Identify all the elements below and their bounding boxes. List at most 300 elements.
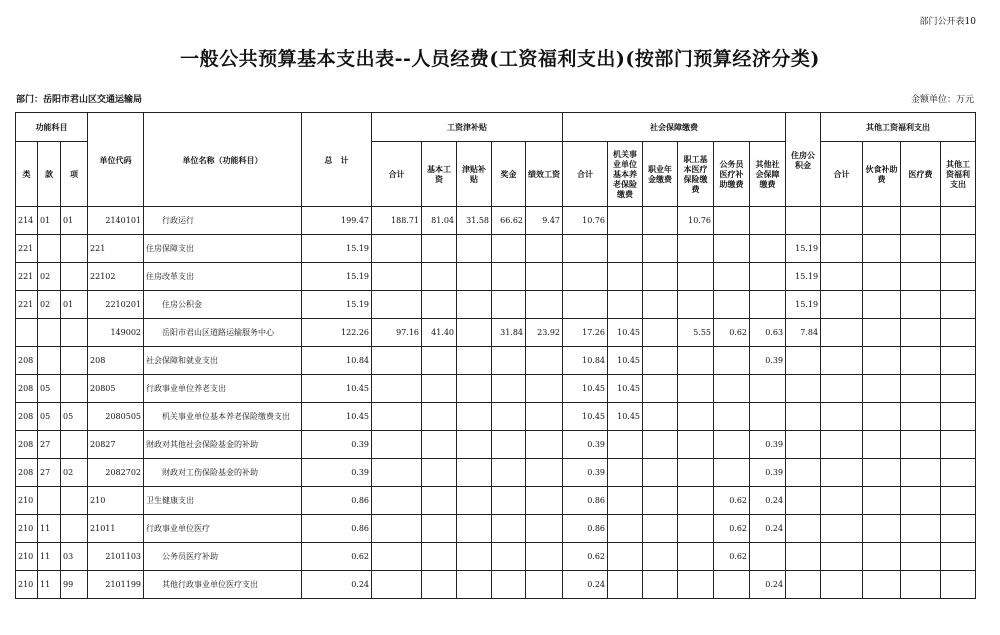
col-bonus: 奖金: [492, 142, 526, 207]
cell-other-soc: 0.24: [750, 487, 786, 515]
cell-housing: [786, 487, 821, 515]
cell-basic: [422, 235, 457, 263]
col-other-total: 合计: [821, 142, 863, 207]
cell-lei: 214: [16, 207, 38, 235]
cell-lei: 221: [16, 291, 38, 319]
cell-oth-welfare: [941, 319, 976, 347]
cell-perf: [526, 347, 563, 375]
cell-annuity: [643, 403, 678, 431]
cell-soc-total: 0.39: [563, 431, 608, 459]
cell-lei: 210: [16, 487, 38, 515]
cell-code: 149002: [88, 319, 144, 347]
cell-kuan: [38, 347, 61, 375]
cell-meal: [863, 431, 901, 459]
table-row: [16, 515, 976, 543]
cell-other-soc: [750, 235, 786, 263]
cell-wage-total: [372, 235, 422, 263]
cell-xiang: 01: [61, 207, 88, 235]
cell-name: 机关事业单位基本养老保险缴费支出: [144, 403, 302, 431]
cell-civil-med: 0.62: [714, 515, 750, 543]
cell-code: 2082702: [88, 459, 144, 487]
cell-oth-welfare: [941, 375, 976, 403]
cell-meal: [863, 347, 901, 375]
cell-oth-welfare: [941, 263, 976, 291]
cell-code: 2140101: [88, 207, 144, 235]
cell-perf: [526, 291, 563, 319]
cell-medical: [678, 263, 714, 291]
cell-xiang: 01: [61, 291, 88, 319]
cell-meal: [863, 319, 901, 347]
cell-housing: 15.19: [786, 235, 821, 263]
cell-meal: [863, 291, 901, 319]
col-pension: 机关事业单位基本养老保险缴费: [608, 142, 643, 207]
cell-medfee: [901, 431, 941, 459]
cell-oth-welfare: [941, 459, 976, 487]
cell-lei: 208: [16, 403, 38, 431]
cell-xiang: 05: [61, 403, 88, 431]
cell-allow: [457, 403, 492, 431]
cell-wage-total: [372, 291, 422, 319]
cell-name: 卫生健康支出: [144, 487, 302, 515]
cell-housing: 15.19: [786, 263, 821, 291]
cell-kuan: 27: [38, 459, 61, 487]
cell-meal: [863, 459, 901, 487]
cell-bonus: [492, 543, 526, 571]
cell-meal: [863, 515, 901, 543]
table-row: [16, 207, 976, 235]
cell-basic: [422, 263, 457, 291]
cell-oth-welfare: [941, 515, 976, 543]
cell-annuity: [643, 207, 678, 235]
cell-medfee: [901, 543, 941, 571]
cell-bonus: [492, 431, 526, 459]
cell-xiang: [61, 515, 88, 543]
cell-code: 21011: [88, 515, 144, 543]
col-housing-fund: 住房公积金: [786, 113, 821, 207]
cell-perf: [526, 543, 563, 571]
cell-medfee: [901, 319, 941, 347]
col-other-welfare: 其他工资福利支出: [941, 142, 976, 207]
cell-medfee: [901, 235, 941, 263]
cell-perf: [526, 263, 563, 291]
cell-perf: [526, 487, 563, 515]
cell-bonus: [492, 347, 526, 375]
cell-pension: [608, 291, 643, 319]
cell-name: 住房保障支出: [144, 235, 302, 263]
cell-total: 122.26: [302, 319, 372, 347]
form-number: 部门公开表10: [919, 17, 976, 27]
cell-pension: [608, 571, 643, 599]
col-kuan: 款: [38, 142, 61, 207]
cell-name: 财政对其他社会保险基金的补助: [144, 431, 302, 459]
cell-bonus: [492, 375, 526, 403]
cell-civil-med: [714, 235, 750, 263]
cell-bonus: [492, 571, 526, 599]
cell-code: 208: [88, 347, 144, 375]
cell-pension: 10.45: [608, 319, 643, 347]
cell-perf: [526, 235, 563, 263]
table-row: [16, 291, 976, 319]
table-row: [16, 403, 976, 431]
cell-basic: [422, 291, 457, 319]
col-xiang: 项: [61, 142, 88, 207]
cell-annuity: [643, 263, 678, 291]
cell-meal: [863, 207, 901, 235]
cell-other-soc: [750, 263, 786, 291]
cell-other-soc: [750, 207, 786, 235]
cell-perf: 23.92: [526, 319, 563, 347]
cell-medfee: [901, 459, 941, 487]
cell-code: 210: [88, 487, 144, 515]
cell-perf: 9.47: [526, 207, 563, 235]
cell-basic: [422, 459, 457, 487]
cell-medfee: [901, 207, 941, 235]
cell-allow: 31.58: [457, 207, 492, 235]
cell-basic: 81.04: [422, 207, 457, 235]
page-title: 一般公共预算基本支出表--人员经费(工资福利支出)(按部门预算经济分类): [180, 48, 820, 70]
cell-basic: [422, 347, 457, 375]
cell-medical: [678, 431, 714, 459]
cell-perf: [526, 515, 563, 543]
cell-lei: 221: [16, 235, 38, 263]
cell-total: 15.19: [302, 263, 372, 291]
cell-total: 0.86: [302, 515, 372, 543]
cell-wage-total: [372, 263, 422, 291]
cell-wage-total: [372, 375, 422, 403]
col-total: 总 计: [302, 113, 372, 207]
cell-oth-welfare: [941, 431, 976, 459]
cell-total: 10.84: [302, 347, 372, 375]
cell-oth-total: [821, 459, 863, 487]
table-row: [16, 431, 976, 459]
cell-name: 公务员医疗补助: [144, 543, 302, 571]
cell-total: 0.86: [302, 487, 372, 515]
cell-allow: [457, 263, 492, 291]
cell-other-soc: 0.24: [750, 515, 786, 543]
cell-oth-total: [821, 403, 863, 431]
cell-civil-med: 0.62: [714, 487, 750, 515]
cell-pension: [608, 431, 643, 459]
cell-xiang: 03: [61, 543, 88, 571]
cell-xiang: 99: [61, 571, 88, 599]
cell-basic: [422, 375, 457, 403]
cell-basic: [422, 515, 457, 543]
cell-soc-total: 0.24: [563, 571, 608, 599]
cell-allow: [457, 515, 492, 543]
cell-wage-total: [372, 459, 422, 487]
cell-oth-welfare: [941, 571, 976, 599]
cell-allow: [457, 543, 492, 571]
cell-oth-total: [821, 571, 863, 599]
cell-name: 住房改革支出: [144, 263, 302, 291]
cell-meal: [863, 403, 901, 431]
cell-oth-total: [821, 487, 863, 515]
cell-medical: [678, 571, 714, 599]
cell-soc-total: 0.86: [563, 515, 608, 543]
cell-soc-total: 10.84: [563, 347, 608, 375]
cell-other-soc: 0.39: [750, 431, 786, 459]
cell-annuity: [643, 319, 678, 347]
cell-xiang: [61, 347, 88, 375]
col-other-social: 其他社会保障缴费: [750, 142, 786, 207]
cell-code: 2080505: [88, 403, 144, 431]
cell-lei: [16, 319, 38, 347]
cell-medfee: [901, 263, 941, 291]
cell-kuan: 27: [38, 431, 61, 459]
cell-oth-total: [821, 235, 863, 263]
cell-allow: [457, 431, 492, 459]
cell-housing: [786, 543, 821, 571]
cell-housing: [786, 375, 821, 403]
col-func-subject: 功能科目: [16, 113, 88, 142]
cell-other-soc: 0.63: [750, 319, 786, 347]
cell-bonus: 31.84: [492, 319, 526, 347]
cell-other-soc: 0.24: [750, 571, 786, 599]
cell-other-soc: 0.39: [750, 347, 786, 375]
cell-total: 0.62: [302, 543, 372, 571]
cell-total: 0.39: [302, 459, 372, 487]
cell-wage-total: [372, 515, 422, 543]
cell-bonus: [492, 291, 526, 319]
cell-lei: 210: [16, 571, 38, 599]
table-row: [16, 319, 976, 347]
cell-wage-total: [372, 571, 422, 599]
cell-soc-total: [563, 235, 608, 263]
cell-wage-total: [372, 431, 422, 459]
cell-xiang: [61, 431, 88, 459]
cell-annuity: [643, 235, 678, 263]
cell-bonus: [492, 403, 526, 431]
cell-kuan: 05: [38, 375, 61, 403]
cell-soc-total: 17.26: [563, 319, 608, 347]
cell-pension: [608, 543, 643, 571]
cell-annuity: [643, 375, 678, 403]
cell-allow: [457, 291, 492, 319]
col-allowance: 津贴补贴: [457, 142, 492, 207]
amount-unit-label: 金额单位：万元: [910, 95, 974, 105]
cell-other-soc: [750, 403, 786, 431]
cell-basic: [422, 403, 457, 431]
cell-lei: 208: [16, 347, 38, 375]
cell-civil-med: [714, 571, 750, 599]
cell-pension: [608, 235, 643, 263]
cell-meal: [863, 571, 901, 599]
cell-total: 10.45: [302, 403, 372, 431]
cell-soc-total: 10.45: [563, 375, 608, 403]
cell-pension: 10.45: [608, 347, 643, 375]
department-label: 部门：岳阳市君山区交通运输局: [16, 95, 143, 105]
cell-kuan: [38, 487, 61, 515]
cell-housing: [786, 571, 821, 599]
cell-perf: [526, 459, 563, 487]
cell-pension: [608, 459, 643, 487]
cell-soc-total: 10.76: [563, 207, 608, 235]
cell-medical: [678, 347, 714, 375]
col-meal: 伙食补助费: [863, 142, 901, 207]
cell-bonus: [492, 263, 526, 291]
budget-table: [15, 112, 976, 599]
cell-bonus: 66.62: [492, 207, 526, 235]
cell-xiang: [61, 263, 88, 291]
cell-oth-total: [821, 515, 863, 543]
cell-other-soc: [750, 543, 786, 571]
cell-name: 住房公积金: [144, 291, 302, 319]
col-wage-total: 合计: [372, 142, 422, 207]
cell-medical: [678, 375, 714, 403]
cell-wage-total: [372, 487, 422, 515]
cell-code: 2101199: [88, 571, 144, 599]
cell-basic: [422, 431, 457, 459]
cell-housing: [786, 207, 821, 235]
col-unit-name: 单位名称（功能科目）: [144, 113, 302, 207]
cell-oth-total: [821, 347, 863, 375]
table-row: [16, 459, 976, 487]
cell-housing: 15.19: [786, 291, 821, 319]
cell-name: 财政对工伤保险基金的补助: [144, 459, 302, 487]
cell-medical: 5.55: [678, 319, 714, 347]
cell-xiang: 02: [61, 459, 88, 487]
cell-oth-welfare: [941, 403, 976, 431]
cell-medfee: [901, 487, 941, 515]
cell-soc-total: 0.39: [563, 459, 608, 487]
col-other-group: 其他工资福利支出: [821, 113, 976, 142]
cell-allow: [457, 347, 492, 375]
cell-pension: 10.45: [608, 403, 643, 431]
cell-other-soc: 0.39: [750, 459, 786, 487]
cell-oth-welfare: [941, 347, 976, 375]
cell-annuity: [643, 431, 678, 459]
cell-lei: 208: [16, 459, 38, 487]
cell-oth-welfare: [941, 235, 976, 263]
cell-annuity: [643, 543, 678, 571]
cell-medical: [678, 543, 714, 571]
cell-pension: 10.45: [608, 375, 643, 403]
cell-medical: [678, 291, 714, 319]
cell-total: 0.24: [302, 571, 372, 599]
cell-perf: [526, 571, 563, 599]
cell-bonus: [492, 515, 526, 543]
cell-wage-total: [372, 347, 422, 375]
cell-civil-med: [714, 263, 750, 291]
cell-medfee: [901, 347, 941, 375]
cell-bonus: [492, 235, 526, 263]
table-row: [16, 347, 976, 375]
cell-oth-total: [821, 431, 863, 459]
cell-total: 199.47: [302, 207, 372, 235]
cell-medfee: [901, 291, 941, 319]
cell-allow: [457, 459, 492, 487]
col-lei: 类: [16, 142, 38, 207]
cell-xiang: [61, 375, 88, 403]
cell-medical: 10.76: [678, 207, 714, 235]
table-row: [16, 235, 976, 263]
cell-wage-total: [372, 543, 422, 571]
cell-civil-med: [714, 431, 750, 459]
cell-basic: 41.40: [422, 319, 457, 347]
cell-code: 2210201: [88, 291, 144, 319]
cell-other-soc: [750, 291, 786, 319]
cell-name: 行政运行: [144, 207, 302, 235]
cell-meal: [863, 543, 901, 571]
table-row: [16, 263, 976, 291]
cell-annuity: [643, 487, 678, 515]
cell-name: 社会保障和就业支出: [144, 347, 302, 375]
cell-annuity: [643, 515, 678, 543]
cell-oth-welfare: [941, 543, 976, 571]
cell-total: 0.39: [302, 431, 372, 459]
cell-kuan: 11: [38, 515, 61, 543]
cell-annuity: [643, 291, 678, 319]
cell-housing: [786, 515, 821, 543]
cell-wage-total: 188.71: [372, 207, 422, 235]
cell-oth-total: [821, 319, 863, 347]
cell-soc-total: 0.62: [563, 543, 608, 571]
cell-kuan: 11: [38, 571, 61, 599]
cell-soc-total: 0.86: [563, 487, 608, 515]
cell-xiang: [61, 235, 88, 263]
cell-civil-med: [714, 375, 750, 403]
cell-pension: [608, 207, 643, 235]
cell-bonus: [492, 459, 526, 487]
cell-name: 其他行政事业单位医疗支出: [144, 571, 302, 599]
cell-kuan: 01: [38, 207, 61, 235]
cell-medical: [678, 459, 714, 487]
cell-perf: [526, 403, 563, 431]
col-annuity: 职业年金缴费: [643, 142, 678, 207]
cell-lei: 221: [16, 263, 38, 291]
cell-code: 2101103: [88, 543, 144, 571]
cell-code: 22102: [88, 263, 144, 291]
col-civil-medical: 公务员医疗补助缴费: [714, 142, 750, 207]
table-row: [16, 543, 976, 571]
cell-meal: [863, 263, 901, 291]
col-social-total: 合计: [563, 142, 608, 207]
col-unit-code: 单位代码: [88, 113, 144, 207]
cell-name: 行政事业单位养老支出: [144, 375, 302, 403]
table-row: [16, 375, 976, 403]
col-social-group: 社会保障缴费: [563, 113, 786, 142]
cell-annuity: [643, 571, 678, 599]
cell-oth-welfare: [941, 487, 976, 515]
cell-soc-total: 10.45: [563, 403, 608, 431]
cell-civil-med: 0.62: [714, 543, 750, 571]
cell-oth-total: [821, 263, 863, 291]
cell-housing: [786, 459, 821, 487]
cell-oth-total: [821, 207, 863, 235]
cell-medfee: [901, 515, 941, 543]
cell-medfee: [901, 403, 941, 431]
col-perf-wage: 绩效工资: [526, 142, 563, 207]
cell-meal: [863, 375, 901, 403]
cell-pension: [608, 487, 643, 515]
cell-wage-total: [372, 403, 422, 431]
cell-allow: [457, 375, 492, 403]
cell-soc-total: [563, 291, 608, 319]
cell-medfee: [901, 375, 941, 403]
cell-kuan: [38, 235, 61, 263]
cell-housing: [786, 347, 821, 375]
cell-kuan: [38, 319, 61, 347]
cell-xiang: [61, 319, 88, 347]
cell-housing: [786, 403, 821, 431]
table-row: [16, 571, 976, 599]
cell-civil-med: [714, 291, 750, 319]
cell-code: 221: [88, 235, 144, 263]
cell-code: 20805: [88, 375, 144, 403]
cell-allow: [457, 319, 492, 347]
cell-total: 10.45: [302, 375, 372, 403]
cell-lei: 210: [16, 543, 38, 571]
